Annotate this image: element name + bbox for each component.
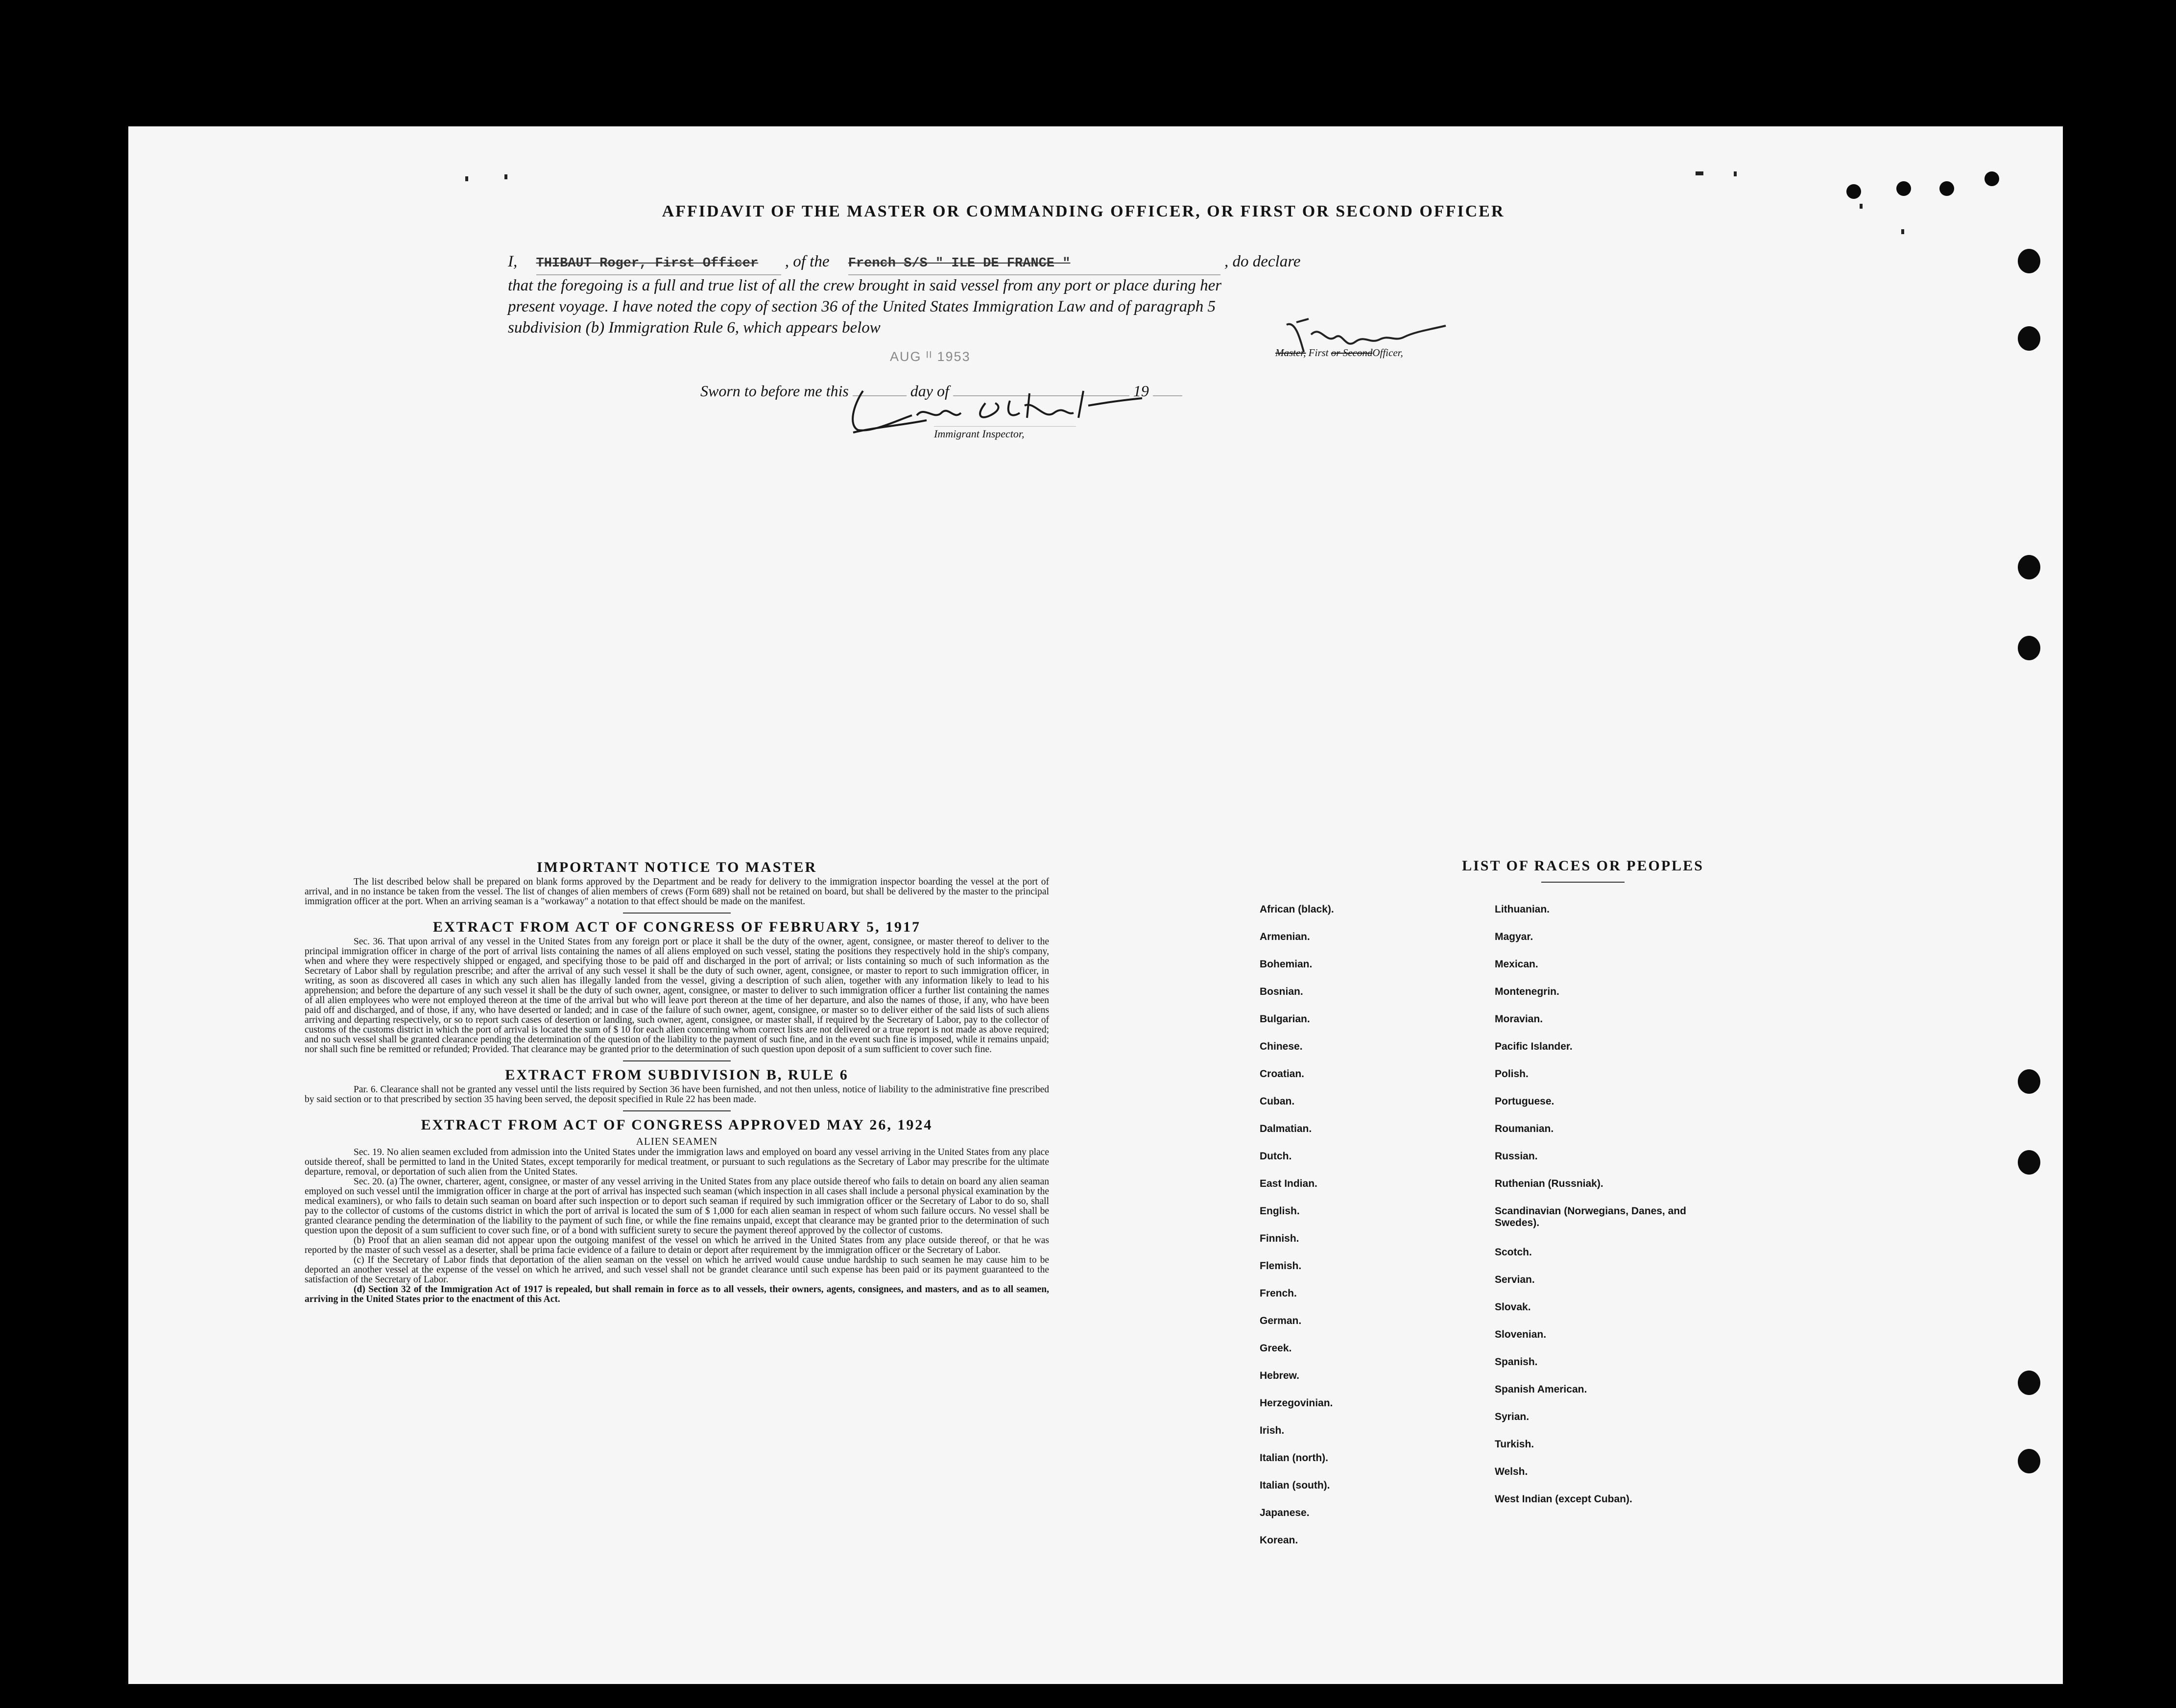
race-item: Japanese. [1260,1507,1310,1518]
officer-title-end: Officer, [1372,347,1403,359]
race-item: Magyar. [1495,931,1533,942]
second-title-struck: or Second [1331,347,1373,359]
race-item: German. [1260,1315,1302,1326]
race-item: Bulgarian. [1260,1013,1310,1025]
race-item: Russian. [1495,1151,1538,1162]
extract-rule6-text: Par. 6. Clearance shall not be granted any vessel until the lists required by Section 36 have been furnished, and not then unless, notice of liability to the administrative fine prescribed by said section or to that prescribed by section 35 having been served, the deposit specified in Rule 22 has been made. [305,1084,1049,1105]
punch-hole [1846,184,1861,199]
race-item: Lithuanian. [1495,904,1550,915]
races-list-left [1260,904,1421,1562]
race-item: Korean. [1260,1535,1298,1546]
notice-text: The list described below shall be prepared on blank forms approved by the Department and be ready for delivery to the immigration inspector boarding the vessel at the port of arrival, and in no instance be taken from the vessel. The list of changes of alien members of crews (Form 689) shall not be retained on board, but shall be delivered by the master to the principal immigration officer at the port. When an arriving seaman is a "workaway" a notation to that effect should be made on the manifest. [305,877,1049,907]
extract-1924-sec20d: (d) Section 32 of the Immigration Act of 1917 is repealed, but shall remain in force as to all vessels, their owners, agents, consignees, and masters, and as to all seamen, arriving in the United States prior to the enactment of this Act. [305,1284,1049,1304]
legal-notices-column [305,858,1049,1304]
punch-hole [1896,181,1911,196]
race-item: Bosnian. [1260,986,1303,997]
extract-1917-text: Sec. 36. That upon arrival of any vessel in the United States from any foreign port or place it shall be the duty of the owner, agent, consignee, or master thereof to deliver to the principal immigration officer in charge of the port of arrival lists containing the names of all aliens employed on such vessel, stating the positions they respectively hold in the ship's company, when and where they were respectively shipped or engaged, and specifying those to be paid off and discharged in the port of arrival; or lists containing so much of such information as the Secretary of Labor shall by regulation prescribe; and after the arrival of any such vessel it shall be the duty of such owner, agent, consignee, or master to report to such immigration officer, in writing, as soon as discovered all cases in which any such alien has illegally landed from the vessel, giving a description of such alien, together with any information likely to lead to his apprehension; and before the departure of any such vessel it shall be the duty of such owner, agent, consignee, or master to deliver to such immigration officer a further list containing the names of all alien employees who were not employed thereon at the time of the arrival but who will leave port thereon at the time of her departure, and also the names of those, if any, who have been paid off and discharged, and of those, if any, who have deserted or landed; and in case of the failure of such owner, agent, consignee, or master so to deliver either of the said lists of such aliens arriving and departing respectively, or so to report such cases of desertion or landing, such owner, agent, consignee, or master shall, if required by the Secretary of Labor, pay to the collector of customs of the customs district in which the port of arrival is located the sum of $ 10 for each alien concerning whom correct lists are not delivered or a true report is not made as above required; and no such vessel shall be granted clearance pending the determination of the question of the liability to the payment of such fine, and in the event such fine is imposed, while it remains unpaid; nor shall such fine be remitted or refunded; Provided. That clearance may be granted prior to the determination of such question upon deposit of a sum sufficient to cover such fine. [305,937,1049,1055]
master-title-struck: Master, [1275,347,1306,359]
section-divider [623,913,731,914]
race-item: Chinese. [1260,1041,1303,1052]
race-item: Ruthenian (Russniak). [1495,1178,1603,1189]
race-item: Spanish American. [1495,1384,1587,1395]
races-title: LIST OF RACES OR PEOPLES [1462,858,1704,874]
race-item: Scandinavian (Norwegians, Danes, and Swedes). [1495,1205,1686,1228]
race-item: Montenegrin. [1495,986,1559,997]
date-stamp: AUG ᴵᴵ 1953 [890,349,971,364]
extract-1924-sec20c: (c) If the Secretary of Labor finds that deportation of the alien seaman on the vessel on which he arrived would cause undue hardship to such seamen he may cause him to be deported an another vessel at the expense of the vessel on which he arrived, and such vessel shall not be grandet clearance until such expense has been paid or its payment guaranteed to the satisfaction of the Secretary of Labor. [305,1255,1049,1285]
race-item: Pacific Islander. [1495,1041,1573,1052]
punch-hole [2018,1371,2040,1395]
extract-1924-subtitle: ALIEN SEAMEN [636,1135,718,1147]
race-item: Irish. [1260,1425,1285,1436]
extract-1924-sec20a: Sec. 20. (a) The owner, charterer, agent, consignee, or master of any vessel arriving in the United States from any place outside thereof who fails to detain on board any alien seaman employed on such vessel until the immigration officer in charge at the port of arrival has inspected such seaman (which inspection in all cases shall include a personal physical examination by the medical examiners), or who fails to detain such seaman on board after such inspection or to deport such seaman if required by such immigration officer or the Secretary of Labor to do so, shall pay to the collector of customs of the customs district in which the port of arrival is located the sum of $ 1,000 for each alien seaman in respect of whom such failure occurs. No vessel shall be granted clearance pending the determination of the liability to the payment of such fine, or while the fine remains unpaid, except that clearance may be granted prior to the determination of such question upon the deposit of a sum sufficient to cover such fine, or of a bond with sufficient surety to secure the payment thereof approved by the collector of customs. [305,1177,1049,1236]
speck-mark [1734,171,1737,176]
extract-1924-title: EXTRACT FROM ACT OF CONGRESS APPROVED MAY 26, 1924 [421,1117,933,1133]
punch-hole [2018,555,2040,579]
race-item: Italian (south). [1260,1480,1330,1491]
declaration-line-1 [508,251,1585,275]
race-item: Italian (north). [1260,1452,1328,1464]
race-item: Moravian. [1495,1013,1543,1025]
extract-1917-title: EXTRACT FROM ACT OF CONGRESS OF FEBRUARY 5, 1917 [432,919,921,935]
race-item: Flemish. [1260,1260,1302,1272]
race-item: English. [1260,1205,1300,1217]
race-item: Mexican. [1495,959,1538,970]
punch-hole [2018,326,2040,351]
punch-hole [2018,1069,2040,1094]
race-item: Cuban. [1260,1096,1295,1107]
race-item: Welsh. [1495,1466,1528,1477]
first-title: First [1308,347,1329,359]
race-item: Bohemian. [1260,959,1313,970]
race-item: Slovak. [1495,1301,1531,1313]
section-divider [623,1060,731,1061]
affidavit-title: AFFIDAVIT OF THE MASTER OR COMMANDING OFFICER, OR FIRST OR SECOND OFFICER [662,202,1505,220]
race-item: Finnish. [1260,1233,1299,1244]
declaration-line-3: present voyage. I have noted the copy of section 36 of the United States Immigration Law and of paragraph 5 [508,298,1216,315]
race-item: East Indian. [1260,1178,1317,1189]
race-item: Scotch. [1495,1247,1532,1258]
race-item: Slovenian. [1495,1329,1547,1340]
race-item: Syrian. [1495,1411,1530,1422]
document-page [128,126,2063,1684]
officer-title-line [1275,347,1403,359]
speck-mark [1696,171,1703,175]
race-item: West Indian (except Cuban). [1495,1493,1632,1505]
i-label: I, [508,253,518,270]
race-item: Armenian. [1260,931,1310,942]
race-item: French. [1260,1288,1297,1299]
punch-hole [1939,181,1954,196]
race-item: Polish. [1495,1068,1529,1080]
race-item: Servian. [1495,1274,1535,1285]
race-item: Roumanian. [1495,1123,1554,1134]
race-item: Croatian. [1260,1068,1305,1080]
race-item: Hebrew. [1260,1370,1299,1381]
speck-mark [504,174,507,179]
punch-hole [2018,636,2040,660]
sworn-text: Sworn to before me this [700,382,849,400]
punch-hole [1985,171,1999,186]
race-item: Turkish. [1495,1439,1534,1450]
race-item: African (black). [1260,904,1334,915]
race-item: Dutch. [1260,1151,1292,1162]
race-item: Portuguese. [1495,1096,1554,1107]
declaration-line-2: that the foregoing is a full and true list of all the crew brought in said vessel from any port or place during her [508,277,1222,294]
do-declare-label: , do declare [1224,253,1301,270]
extract-1924-sec19: Sec. 19. No alien seamen excluded from admission into the United States under the immigration laws and employed on board any vessel arriving in the United States from any place outside thereof, shall be permitted to land in the United States, except temporarily for medical treatment, or pursuant to such regulations as the Secretary of Labor may prescribe for the ultimate departure, removal, or deportation of such alien from the United States. [305,1147,1049,1177]
punch-hole [2018,1449,2040,1473]
speck-mark [465,176,468,181]
notice-title: IMPORTANT NOTICE TO MASTER [536,859,817,875]
year-prefix: 19 [1133,382,1149,400]
race-item: Dalmatian. [1260,1123,1312,1134]
extract-rule6-title: EXTRACT FROM SUBDIVISION B, RULE 6 [505,1067,849,1083]
day-of-label: day of [910,382,949,400]
race-item: Herzegovinian. [1260,1397,1333,1409]
of-the-label: , of the [785,253,830,270]
race-item: Greek. [1260,1343,1292,1354]
races-divider [1541,882,1625,883]
extract-1924-sec20b: (b) Proof that an alien seaman did not appear upon the outgoing manifest of the vessel on which he arrived in the United States from any place outside thereof, or that he was reported by the master of such vessel as a deserter, shall be prima facie evidence of a failure to detain or deport after requirement by the immigration officer or the Secretary of Labor. [305,1235,1049,1255]
section-divider [623,1110,731,1111]
race-item: Spanish. [1495,1356,1538,1368]
declaration-line-4: subdivision (b) Immigration Rule 6, which appears below [508,319,881,337]
inspector-label: Immigrant Inspector, [934,426,1076,440]
vessel-name-field: French S/S " ILE DE FRANCE " [848,253,1220,275]
officer-name-field: THIBAUT Roger, First Officer [536,253,781,275]
races-list-right [1495,904,1710,1521]
punch-hole [2018,1150,2040,1175]
speck-mark [1901,229,1904,234]
punch-hole [2018,249,2040,273]
